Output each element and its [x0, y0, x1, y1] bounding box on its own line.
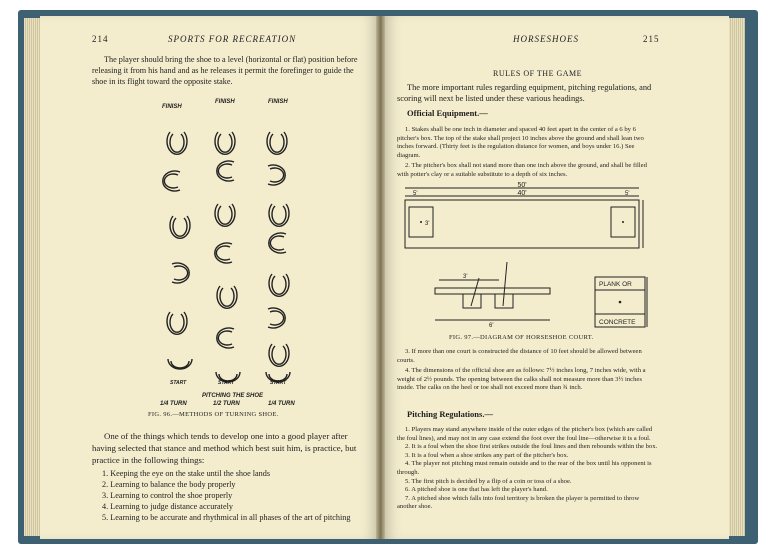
pitching-rules-list: [397, 426, 659, 512]
practice-list: [102, 468, 364, 523]
list-item: 1. Players may stand anywhere inside of the outer edges of the pitcher's box (which are called the foul lines), and may not in any case extend the foot over the foul line—otherwise it is a foul.: [397, 426, 653, 442]
plank-label: PLANK OR: [599, 281, 632, 288]
turning-shoe-diagram: [150, 99, 330, 409]
left-page-number: 214: [92, 34, 109, 44]
quarter-turn-label-right: 1/4 TURN: [268, 401, 295, 407]
left-running-head: SPORTS FOR RECREATION: [168, 34, 297, 44]
dim-end-label-right: 5': [625, 191, 630, 197]
list-item: 3. It is a foul when a shoe strikes any part of the pitcher's box.: [405, 451, 569, 459]
start-label-1: START: [170, 380, 187, 386]
finish-label-3: FINISH: [268, 99, 288, 105]
list-item: 3. Learning to control the shoe properly: [102, 491, 233, 500]
horseshoe-court-diagram: [399, 182, 649, 330]
right-running-head: HORSESHOES: [513, 34, 579, 44]
list-item: 4. Learning to judge distance accurately: [102, 502, 233, 511]
left-intro-paragraph: The player should bring the shoe to a level (horizontal or flat) position before releasing it from his hand and as he releases it permit the forefinger to guide the shoe in its flight toward the opposite stake.: [92, 55, 358, 86]
right-page-edges: [729, 18, 745, 536]
left-page: [40, 16, 377, 539]
horseshoe-sequence-drawing: [150, 104, 330, 409]
finish-label-2: FINISH: [215, 99, 235, 105]
list-item: 4. The player not pitching must remain outside and to the rear of the box until his opponent is through.: [397, 460, 652, 476]
dim-side-label: 6': [489, 323, 494, 329]
official-equipment-heading: Official Equipment.—: [407, 108, 488, 118]
finish-label-1: FINISH: [162, 104, 182, 110]
list-item: 5. The first pitch is decided by a flip of a coin or toss of a shoe.: [405, 477, 572, 485]
equipment-rule-2: 2. The pitcher's box shall not stand more than one inch above the ground, and shall be filled with potter's clay or a suitable substitute to a depth of six inches.: [397, 162, 647, 178]
equipment-rule-4: 4. The dimensions of the official shoe are as follows: 7½ inches long, 7 inches wide, with a weight of 2½ pounds. The opening between the calks shall not measure more than 3½ inches inside. The calks on the heel or toe shall not exceed more than ¾ inch.: [397, 367, 646, 392]
list-item: 2. Learning to balance the body properly: [102, 480, 236, 489]
list-item: 1. Keeping the eye on the stake until the shoe lands: [102, 469, 271, 478]
start-label-3: START: [270, 380, 287, 386]
list-item: 5. Learning to be accurate and rhythmical in all phases of the art of pitching: [102, 513, 351, 522]
pitching-regulations-heading: Pitching Regulations.—: [407, 409, 493, 419]
list-item: 2. It is a foul when the shoe first strikes outside the foul lines and then rebounds within the box.: [405, 443, 658, 451]
quarter-turn-label-left: 1/4 TURN: [160, 401, 187, 407]
right-page: [385, 16, 729, 539]
dim-inner-label: 40': [517, 190, 527, 197]
concrete-label: CONCRETE: [599, 319, 636, 326]
dim-box-label: 3': [425, 221, 430, 227]
figure-97-caption: FIG. 97.—DIAGRAM OF HORSESHOE COURT.: [449, 334, 594, 341]
figure-96-caption: FIG. 96.—METHODS OF TURNING SHOE.: [148, 411, 279, 418]
book-gutter: [376, 16, 385, 539]
left-page-edges: [24, 18, 40, 536]
half-turn-label: 1/2 TURN: [213, 401, 240, 407]
equipment-rule-3: 3. If more than one court is constructed the distance of 10 feet should be allowed between courts.: [397, 348, 642, 364]
diagram-title: PITCHING THE SHOE: [202, 393, 264, 399]
dim-end-label-left: 5': [413, 191, 418, 197]
dim-total-label: 50': [517, 182, 527, 189]
dim-side-box-label: 3': [463, 274, 468, 280]
start-label-2: START: [218, 380, 235, 386]
equipment-rule-1: 1. Stakes shall be one inch in diameter and spaced 40 feet apart in the center of a 6 by 6 pitcher's box. The top of the stake shall project 10 inches above the ground and shall lean two inches forward. (Thirty feet is the regulation distance for women, and boys under 16.) See diagram.: [397, 126, 644, 159]
practice-paragraph: One of the things which tends to develop one into a good player after having selected that stance and method which best suit him, is practice, but practice in the following things:: [92, 431, 357, 465]
rules-intro: The more important rules regarding equipment, pitching regulations, and scoring will next be listed under these various headings.: [397, 83, 652, 103]
list-item: 6. A pitched shoe is one that has left the player's hand.: [405, 486, 548, 494]
list-item: 7. A pitched shoe which falls into foul territory is broken the player is permitted to throw another shoe.: [397, 494, 640, 511]
right-page-number: 215: [643, 34, 660, 44]
rules-section-title: RULES OF THE GAME: [493, 69, 583, 78]
